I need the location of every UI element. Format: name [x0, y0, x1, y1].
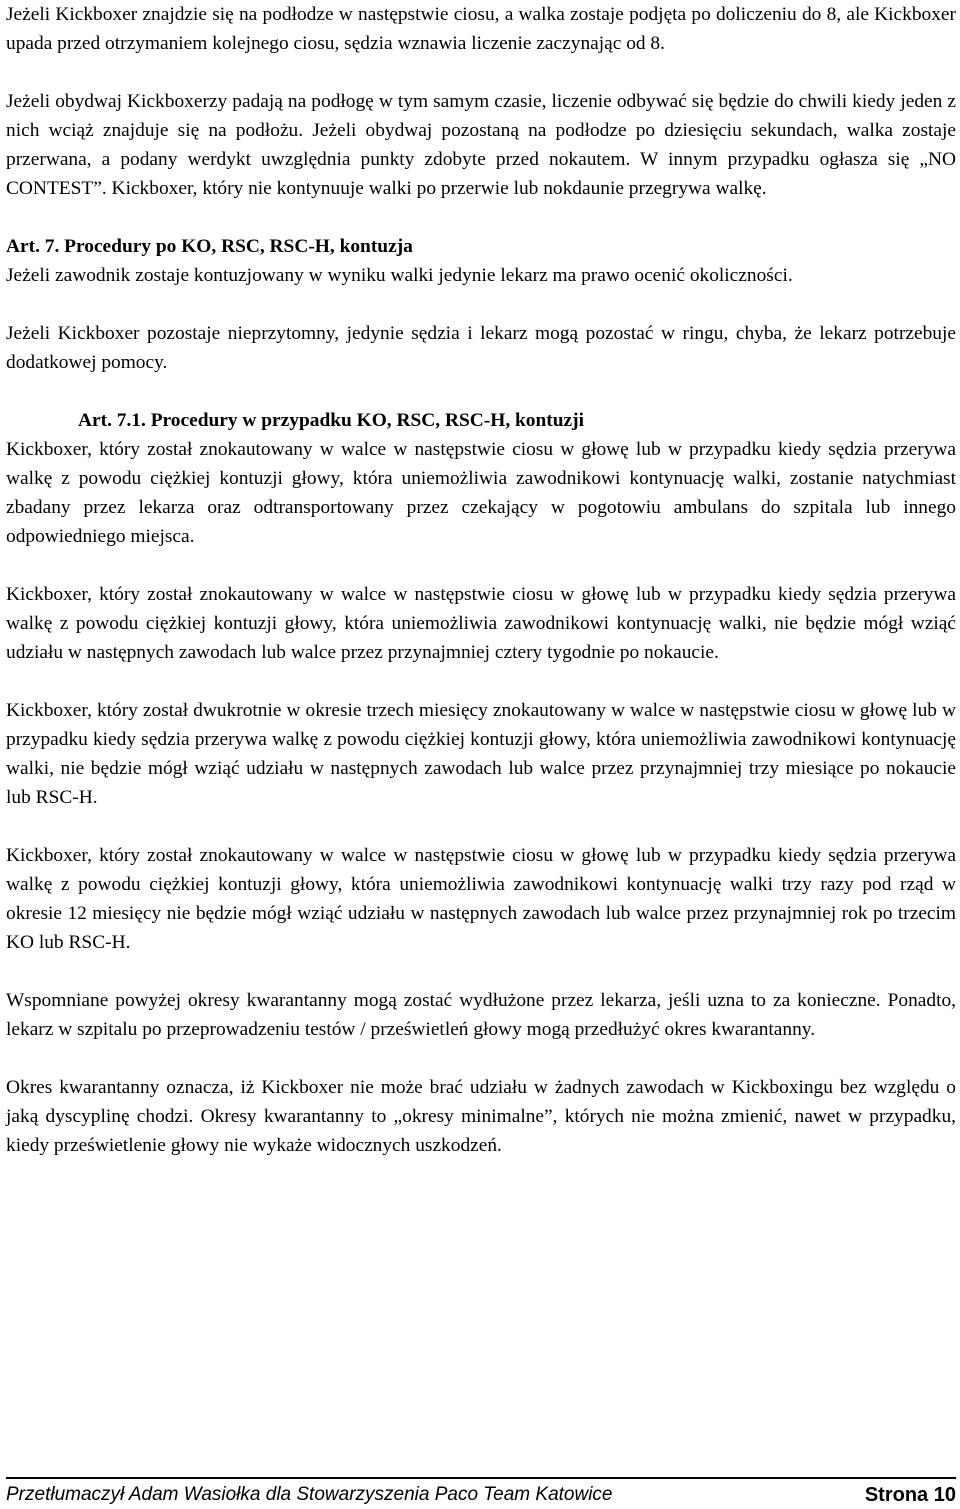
paragraph-6: Kickboxer, który został znokautowany w walce w następstwie ciosu w głowę lub w przypadku kiedy sędzia przerywa walkę z powodu ciężkiej kontuzji głowy, która uniemożliwia zawodnikowi kontynuację walki, nie będzie mógł wziąć udziału w następnych zawodach lub walce przez przynajmniej cztery tygodnie po nokaucie.	[6, 584, 956, 663]
article-7-heading: Art. 7. Procedury po KO, RSC, RSC-H, kontuzja	[6, 236, 413, 257]
paragraph-2: Jeżeli obydwaj Kickboxerzy padają na podłogę w tym samym czasie, liczenie odbywać się będzie do chwili kiedy jeden z nich wciąż znajduje się na podłożu. Jeżeli obydwaj pozostaną na podłodze po dziesięciu sekundach, walka zostaje przerwana, a podany werdykt uwzględnia punkty zdobyte przed nokautem. W innym przypadku ogłasza się „NO CONTEST”. Kickboxer, który nie kontynuuje walki po przerwie lub nokdaunie przegrywa walkę.	[6, 91, 956, 199]
paragraph-gap	[6, 812, 956, 841]
article-7-1-heading: Art. 7.1. Procedury w przypadku KO, RSC, RSC-H, kontuzji	[78, 410, 584, 431]
paragraph-9: Wspomniane powyżej okresy kwarantanny mogą zostać wydłużone przez lekarza, jeśli uzna to za konieczne. Ponadto, lekarz w szpitalu po przeprowadzeniu testów / prześwietleń głowy mogą przedłużyć okres kwarantanny.	[6, 990, 956, 1040]
page-footer	[6, 1477, 956, 1509]
paragraph-3: Jeżeli zawodnik zostaje kontuzjowany w wyniku walki jedynie lekarz ma prawo ocenić okoliczności.	[6, 265, 793, 286]
paragraph-gap	[6, 290, 956, 319]
paragraph-gap	[6, 551, 956, 580]
paragraph-gap	[6, 1044, 956, 1073]
translator-credit: Przetłumaczył Adam Wasiołka dla Stowarzyszenia Paco Team Katowice	[6, 1484, 613, 1505]
paragraph-gap	[6, 667, 956, 696]
page-number: Strona 10	[864, 1484, 956, 1506]
paragraph-gap	[6, 377, 956, 406]
document-body	[6, 0, 956, 1160]
paragraph-8: Kickboxer, który został znokautowany w walce w następstwie ciosu w głowę lub w przypadku kiedy sędzia przerywa walkę z powodu ciężkiej kontuzji głowy, która uniemożliwia zawodnikowi kontynuację walki trzy razy pod rząd w okresie 12 miesięcy nie będzie mógł wziąć udziału w następnych zawodach lub walce przez przynajmniej rok po trzecim KO lub RSC-H.	[6, 845, 956, 953]
paragraph-gap	[6, 957, 956, 986]
paragraph-4: Jeżeli Kickboxer pozostaje nieprzytomny, jedynie sędzia i lekarz mogą pozostać w ringu, chyba, że lekarz potrzebuje dodatkowej pomocy.	[6, 323, 956, 373]
paragraph-5: Kickboxer, który został znokautowany w walce w następstwie ciosu w głowę lub w przypadku kiedy sędzia przerywa walkę z powodu ciężkiej kontuzji głowy, która uniemożliwia zawodnikowi kontynuację walki, zostanie natychmiast zbadany przez lekarza oraz odtransportowany przez czekający w pogotowiu ambulans do szpitala lub innego odpowiedniego miejsca.	[6, 439, 956, 547]
paragraph-7: Kickboxer, który został dwukrotnie w okresie trzech miesięcy znokautowany w walce w następstwie ciosu w głowę lub w przypadku kiedy sędzia przerywa walkę z powodu ciężkiej kontuzji głowy, która uniemożliwia zawodnikowi kontynuację walki, nie będzie mógł wziąć udziału w następnych zawodach lub walce przez przynajmniej trzy miesiące po nokaucie lub RSC-H.	[6, 700, 956, 808]
paragraph-gap	[6, 58, 956, 87]
paragraph-10: Okres kwarantanny oznacza, iż Kickboxer nie może brać udziału w żadnych zawodach w Kickboxingu bez względu o jaką dyscyplinę chodzi. Okresy kwarantanny to „okresy minimalne”, których nie można zmienić, nawet w przypadku, kiedy prześwietlenie głowy nie wykaże widocznych uszkodzeń.	[6, 1077, 956, 1156]
paragraph-gap	[6, 203, 956, 232]
paragraph-1: Jeżeli Kickboxer znajdzie się na podłodze w następstwie ciosu, a walka zostaje podjęta po doliczeniu do 8, ale Kickboxer upada przed otrzymaniem kolejnego ciosu, sędzia wznawia liczenie zaczynając od 8.	[6, 4, 956, 54]
